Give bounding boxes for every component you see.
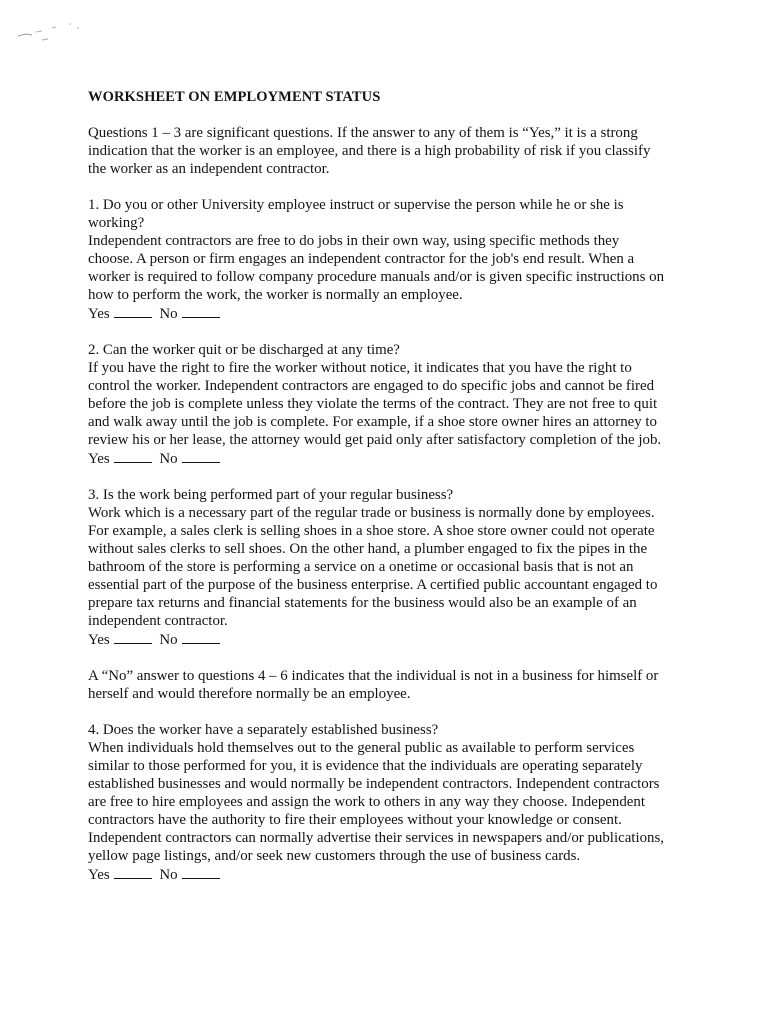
question-4: [88, 721, 682, 884]
question-text: Independent contractors are free to do jobs in their own way, using specific methods they: [88, 233, 620, 249]
yes-no-answer: [88, 304, 682, 323]
question-text: 3. Is the work being performed part of your regular business?: [88, 487, 454, 503]
question-text: yellow page listings, and/or seek new customers through the use of business cards.: [88, 848, 581, 864]
yes-blank[interactable]: [114, 304, 152, 318]
yes-no-answer: [88, 449, 682, 468]
no-label: No: [159, 451, 178, 467]
yes-label: Yes: [88, 632, 110, 648]
yes-no-answer: [88, 865, 682, 884]
question-text: review his or her lease, the attorney would get paid only after satisfactory completion of the job.: [88, 432, 662, 448]
section-intro-line: herself and would therefore normally be an employee.: [88, 686, 411, 702]
question-text: how to perform the work, the worker is normally an employee.: [88, 287, 463, 303]
question-text: without sales clerks to sell shoes. On the other hand, a plumber engaged to fix the pipes in the: [88, 541, 648, 557]
question-text: If you have the right to fire the worker without notice, it indicates that you have the right to: [88, 360, 632, 376]
scan-artifact: [12, 14, 102, 44]
question-text: are free to hire employees and assign the work to others in any way they choose. Independent: [88, 794, 645, 810]
question-text: 1. Do you or other University employee instruct or supervise the person while he or she is: [88, 197, 624, 213]
intro-line: indication that the worker is an employee, and there is a high probability of risk if you classify: [88, 143, 651, 159]
question-text: control the worker. Independent contractors are engaged to do specific jobs and cannot be fired: [88, 378, 655, 394]
question-text: independent contractor.: [88, 613, 228, 629]
yes-label: Yes: [88, 451, 110, 467]
intro-line: the worker as an independent contractor.: [88, 161, 330, 177]
yes-label: Yes: [88, 306, 110, 322]
question-text: working?: [88, 215, 145, 231]
no-label: No: [159, 306, 178, 322]
yes-blank[interactable]: [114, 449, 152, 463]
yes-no-answer: [88, 630, 682, 649]
section-intro-line: A “No” answer to questions 4 – 6 indicates that the individual is not in a business for himself or: [88, 668, 659, 684]
question-text: When individuals hold themselves out to the general public as available to perform services: [88, 740, 635, 756]
question-text: Independent contractors can normally advertise their services in newspapers and/or publications,: [88, 830, 664, 846]
intro-paragraph: [88, 124, 682, 178]
question-text: essential part of the purpose of the business enterprise. A certified public accountant engaged to: [88, 577, 658, 593]
section-intro-paragraph: [88, 667, 682, 703]
no-blank[interactable]: [182, 304, 220, 318]
question-text: established businesses and would normally be independent contractors. Independent contractors: [88, 776, 660, 792]
no-blank[interactable]: [182, 449, 220, 463]
question-text: before the job is complete unless they violate the terms of the contract. They are not free to quit: [88, 396, 658, 412]
no-label: No: [159, 632, 178, 648]
no-label: No: [159, 867, 178, 883]
yes-blank[interactable]: [114, 630, 152, 644]
question-text: For example, a sales clerk is selling shoes in a shoe store. A shoe store owner could not operate: [88, 523, 655, 539]
question-text: choose. A person or firm engages an independent contractor for the job's end result. When a: [88, 251, 635, 267]
no-blank[interactable]: [182, 865, 220, 879]
worksheet-title: WORKSHEET ON EMPLOYMENT STATUS: [88, 89, 381, 105]
question-text: similar to those performed for you, it is evidence that the individuals are operating separately: [88, 758, 643, 774]
question-text: and walk away until the job is complete. For example, if a shoe store owner hires an attorney to: [88, 414, 657, 430]
question-2: [88, 341, 682, 468]
question-text: Work which is a necessary part of the regular trade or business is normally done by employees.: [88, 505, 655, 521]
worksheet-content: [88, 88, 682, 902]
intro-line: Questions 1 – 3 are significant questions. If the answer to any of them is “Yes,” it is a strong: [88, 125, 638, 141]
yes-blank[interactable]: [114, 865, 152, 879]
question-text: 2. Can the worker quit or be discharged at any time?: [88, 342, 400, 358]
question-text: contractors have the authority to fire their employees without your knowledge or consent.: [88, 812, 622, 828]
question-1: [88, 196, 682, 323]
question-text: prepare tax returns and financial statements for the business would also be an example of an: [88, 595, 637, 611]
question-text: worker is required to follow company procedure manuals and/or is given specific instructions on: [88, 269, 665, 285]
question-text: bathroom of the store is performing a service on a onetime or occasional basis that is not an: [88, 559, 634, 575]
no-blank[interactable]: [182, 630, 220, 644]
yes-label: Yes: [88, 867, 110, 883]
question-3: [88, 486, 682, 649]
question-text: 4. Does the worker have a separately established business?: [88, 722, 439, 738]
